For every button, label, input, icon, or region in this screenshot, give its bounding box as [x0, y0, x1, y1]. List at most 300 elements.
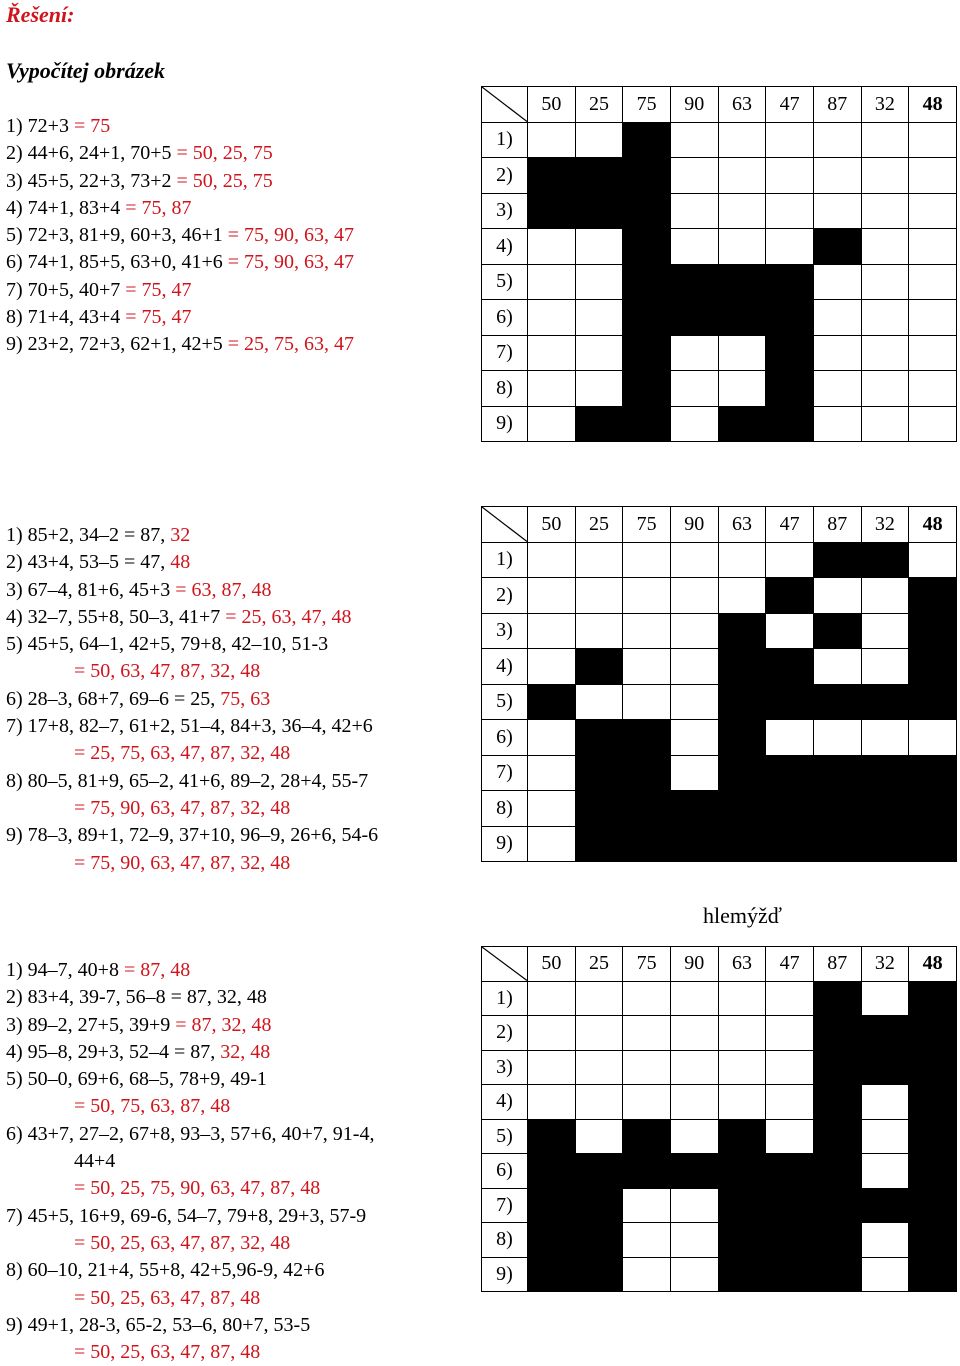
empty-cell — [528, 981, 576, 1016]
filled-cell — [575, 755, 623, 791]
grid-row — [482, 1016, 957, 1051]
filled-cell — [766, 335, 814, 371]
filled-cell — [528, 158, 576, 194]
equation-line — [6, 984, 374, 1011]
grid-row — [482, 158, 957, 194]
column-header: 25 — [575, 947, 623, 982]
empty-cell — [670, 684, 718, 720]
row-label: 6) — [482, 300, 528, 336]
grid-corner-cell — [482, 947, 528, 982]
grid-header-row — [482, 507, 957, 543]
empty-cell — [813, 122, 861, 158]
column-header: 50 — [528, 87, 576, 123]
empty-cell — [861, 1223, 909, 1258]
filled-cell — [813, 981, 861, 1016]
grid-2-answer-caption: hlemýžď — [703, 903, 782, 928]
empty-cell — [909, 335, 957, 371]
equation-line — [6, 1148, 374, 1175]
row-label: 1) — [482, 542, 528, 578]
grid-row — [482, 229, 957, 265]
filled-cell — [718, 1119, 766, 1154]
task-title: Vypočítej obrázek — [6, 58, 166, 83]
row-label: 6) — [482, 720, 528, 756]
row-label: 4) — [482, 229, 528, 265]
equation-text: 6) 43+7, 27–2, 67+8, 93–3, 57+6, 40+7, 91-4, — [6, 1122, 375, 1145]
filled-cell — [528, 684, 576, 720]
empty-cell — [718, 122, 766, 158]
empty-cell — [528, 371, 576, 407]
grid-row — [482, 613, 957, 649]
filled-cell — [718, 1223, 766, 1258]
equation-line — [6, 1285, 374, 1312]
column-header: 63 — [718, 87, 766, 123]
grid-row — [482, 720, 957, 756]
equation-text: 2) 43+4, 53–5 = 47, — [6, 551, 171, 574]
equation-text: 1) 85+2, 34–2 = 87, — [6, 524, 171, 546]
grid-row — [482, 300, 957, 336]
equation-result: = 75, 90, 63, 47, 87, 32, 48 — [74, 796, 291, 819]
empty-cell — [670, 613, 718, 649]
empty-cell — [670, 335, 718, 371]
equation-line — [6, 686, 378, 713]
empty-cell — [766, 542, 814, 578]
empty-cell — [575, 1016, 623, 1051]
grid-row — [482, 371, 957, 407]
empty-cell — [766, 158, 814, 194]
grid-row — [482, 335, 957, 371]
column-header: 75 — [623, 947, 671, 982]
filled-cell — [909, 755, 957, 791]
filled-cell — [813, 1223, 861, 1258]
filled-cell — [909, 1016, 957, 1051]
empty-cell — [670, 1188, 718, 1223]
empty-cell — [909, 229, 957, 265]
empty-cell — [909, 264, 957, 300]
empty-cell — [861, 649, 909, 685]
filled-cell — [575, 1154, 623, 1189]
equation-result: = 75, 90, 63, 47 — [227, 224, 355, 247]
filled-cell — [909, 791, 957, 827]
filled-cell — [909, 613, 957, 649]
equation-line — [6, 1012, 374, 1039]
filled-cell — [813, 1016, 861, 1051]
grid-corner-cell — [482, 507, 528, 543]
filled-cell — [909, 684, 957, 720]
filled-cell — [909, 1119, 957, 1154]
row-label: 3) — [482, 193, 528, 229]
equation-line — [6, 549, 378, 576]
empty-cell — [575, 300, 623, 336]
equation-result: = 50, 75, 63, 87, 48 — [74, 1095, 231, 1118]
empty-cell — [861, 578, 909, 614]
grid-row — [482, 649, 957, 685]
grid-row — [482, 1119, 957, 1154]
empty-cell — [575, 542, 623, 578]
equation-line — [6, 1175, 374, 1202]
filled-cell — [766, 578, 814, 614]
row-label: 5) — [482, 684, 528, 720]
filled-cell — [766, 264, 814, 300]
row-label: 5) — [482, 264, 528, 300]
filled-cell — [670, 264, 718, 300]
filled-cell — [718, 406, 766, 442]
empty-cell — [670, 1085, 718, 1120]
solution-heading: Řešení: — [6, 2, 75, 27]
empty-cell — [670, 1119, 718, 1154]
filled-cell — [623, 791, 671, 827]
equation-line — [6, 957, 374, 984]
filled-cell — [813, 1119, 861, 1154]
empty-cell — [861, 371, 909, 407]
grid-row — [482, 1257, 957, 1292]
row-label: 6) — [482, 1154, 528, 1189]
equation-text: 4) 32–7, 55+8, 50–3, 41+7 — [6, 605, 226, 628]
empty-cell — [766, 229, 814, 265]
filled-cell — [623, 158, 671, 194]
empty-cell — [813, 335, 861, 371]
equation-result: = 75 — [73, 115, 111, 137]
row-label: 7) — [482, 755, 528, 791]
equation-result: = 50, 63, 47, 87, 32, 48 — [74, 660, 261, 683]
filled-cell — [718, 720, 766, 756]
filled-cell — [718, 1257, 766, 1292]
filled-cell — [670, 1154, 718, 1189]
filled-cell — [718, 1154, 766, 1189]
filled-cell — [623, 300, 671, 336]
empty-cell — [861, 1154, 909, 1189]
empty-cell — [575, 1050, 623, 1085]
empty-cell — [670, 755, 718, 791]
empty-cell — [528, 720, 576, 756]
equation-line — [6, 795, 378, 822]
equation-line — [6, 1230, 374, 1257]
empty-cell — [575, 1085, 623, 1120]
column-header: 47 — [766, 947, 814, 982]
filled-cell — [766, 791, 814, 827]
filled-cell — [813, 826, 861, 862]
empty-cell — [909, 158, 957, 194]
filled-cell — [718, 826, 766, 862]
filled-cell — [861, 542, 909, 578]
empty-cell — [623, 578, 671, 614]
grid-row — [482, 1223, 957, 1258]
column-header: 75 — [623, 507, 671, 543]
grid-row — [482, 684, 957, 720]
filled-cell — [623, 335, 671, 371]
filled-cell — [813, 1050, 861, 1085]
equation-line — [6, 113, 354, 140]
empty-cell — [813, 720, 861, 756]
equation-text: 7) 45+5, 16+9, 69-6, 54–7, 79+8, 29+3, 57-9 — [6, 1204, 367, 1227]
row-label: 5) — [482, 1119, 528, 1154]
equation-list-2 — [6, 522, 378, 877]
filled-cell — [623, 1119, 671, 1154]
equation-line — [6, 822, 378, 849]
empty-cell — [528, 542, 576, 578]
filled-cell — [528, 1119, 576, 1154]
empty-cell — [861, 158, 909, 194]
equation-result: 32 — [170, 524, 191, 546]
filled-cell — [575, 158, 623, 194]
empty-cell — [766, 613, 814, 649]
empty-cell — [861, 1119, 909, 1154]
equation-text: 6) 74+1, 85+5, 63+0, 41+6 — [6, 251, 228, 274]
equation-line — [6, 249, 354, 276]
filled-cell — [909, 1223, 957, 1258]
empty-cell — [670, 981, 718, 1016]
filled-cell — [813, 1188, 861, 1223]
equation-list-1 — [6, 113, 354, 359]
empty-cell — [670, 1257, 718, 1292]
empty-cell — [575, 578, 623, 614]
equation-text: 7) 70+5, 40+7 — [6, 278, 126, 301]
filled-cell — [766, 684, 814, 720]
filled-cell — [909, 578, 957, 614]
equation-text: 3) 89–2, 27+5, 39+9 — [6, 1013, 176, 1036]
equation-text: 1) 94–7, 40+8 — [6, 959, 124, 981]
equation-line — [6, 1339, 374, 1366]
row-label: 3) — [482, 613, 528, 649]
filled-cell — [861, 1050, 909, 1085]
empty-cell — [766, 193, 814, 229]
column-header: 25 — [575, 87, 623, 123]
empty-cell — [909, 371, 957, 407]
equation-result: = 50, 25, 75 — [176, 142, 273, 165]
empty-cell — [718, 229, 766, 265]
equation-text: 1) 72+3 — [6, 115, 74, 137]
row-label: 9) — [482, 406, 528, 442]
column-header: 32 — [861, 947, 909, 982]
filled-cell — [718, 264, 766, 300]
empty-cell — [861, 229, 909, 265]
row-label: 7) — [482, 1188, 528, 1223]
empty-cell — [909, 720, 957, 756]
empty-cell — [813, 158, 861, 194]
filled-cell — [575, 406, 623, 442]
empty-cell — [528, 1085, 576, 1120]
equation-line — [6, 604, 378, 631]
equation-line — [6, 168, 354, 195]
equation-result: = 50, 25, 75, 90, 63, 47, 87, 48 — [74, 1177, 321, 1200]
empty-cell — [575, 335, 623, 371]
equation-text: 8) 60–10, 21+4, 55+8, 42+5,96-9, 42+6 — [6, 1259, 325, 1282]
column-header: 32 — [861, 87, 909, 123]
equation-result: = 25, 75, 63, 47 — [227, 333, 355, 356]
row-label: 8) — [482, 1223, 528, 1258]
row-label: 3) — [482, 1050, 528, 1085]
row-label: 9) — [482, 826, 528, 862]
filled-cell — [766, 755, 814, 791]
filled-cell — [670, 300, 718, 336]
equation-result: = 87, 32, 48 — [175, 1013, 272, 1036]
grid-row — [482, 1154, 957, 1189]
empty-cell — [670, 1050, 718, 1085]
empty-cell — [670, 720, 718, 756]
equation-line — [6, 140, 354, 167]
equation-line — [6, 1093, 374, 1120]
filled-cell — [909, 1085, 957, 1120]
filled-cell — [623, 755, 671, 791]
equation-text: 44+4 — [74, 1150, 116, 1173]
empty-cell — [909, 193, 957, 229]
empty-cell — [670, 371, 718, 407]
filled-cell — [575, 1257, 623, 1292]
column-header: 63 — [718, 507, 766, 543]
column-header: 63 — [718, 947, 766, 982]
grid-row — [482, 791, 957, 827]
equation-line — [6, 195, 354, 222]
filled-cell — [623, 1154, 671, 1189]
equation-text: 7) 17+8, 82–7, 61+2, 51–4, 84+3, 36–4, 42+6 — [6, 715, 373, 738]
equation-result: = 63, 87, 48 — [175, 578, 272, 601]
filled-cell — [718, 791, 766, 827]
filled-cell — [909, 1154, 957, 1189]
filled-cell — [528, 1257, 576, 1292]
grid-row — [482, 122, 957, 158]
filled-cell — [575, 193, 623, 229]
filled-cell — [909, 1257, 957, 1292]
empty-cell — [623, 649, 671, 685]
row-label: 8) — [482, 371, 528, 407]
equation-line — [6, 1257, 374, 1284]
filled-cell — [813, 1257, 861, 1292]
filled-cell — [813, 791, 861, 827]
equation-line — [6, 1039, 374, 1066]
filled-cell — [909, 826, 957, 862]
empty-cell — [528, 300, 576, 336]
filled-cell — [718, 755, 766, 791]
empty-cell — [575, 229, 623, 265]
filled-cell — [766, 1223, 814, 1258]
filled-cell — [718, 684, 766, 720]
empty-cell — [528, 264, 576, 300]
equation-line — [6, 713, 378, 740]
empty-cell — [528, 335, 576, 371]
filled-cell — [861, 791, 909, 827]
filled-cell — [575, 1188, 623, 1223]
empty-cell — [861, 1085, 909, 1120]
filled-cell — [861, 1188, 909, 1223]
empty-cell — [813, 300, 861, 336]
empty-cell — [861, 335, 909, 371]
filled-cell — [623, 122, 671, 158]
picture-grid-3 — [481, 946, 957, 1292]
empty-cell — [909, 542, 957, 578]
empty-cell — [766, 981, 814, 1016]
empty-cell — [623, 1257, 671, 1292]
filled-cell — [813, 1154, 861, 1189]
column-header: 90 — [670, 507, 718, 543]
equation-result: = 25, 75, 63, 47, 87, 32, 48 — [74, 742, 291, 765]
empty-cell — [909, 300, 957, 336]
equation-line — [6, 658, 378, 685]
empty-cell — [623, 1016, 671, 1051]
empty-cell — [670, 578, 718, 614]
filled-cell — [623, 826, 671, 862]
filled-cell — [623, 720, 671, 756]
empty-cell — [528, 122, 576, 158]
empty-cell — [718, 542, 766, 578]
equation-line — [6, 222, 354, 249]
filled-cell — [909, 1050, 957, 1085]
filled-cell — [861, 684, 909, 720]
column-header: 48 — [909, 947, 957, 982]
filled-cell — [861, 755, 909, 791]
column-header: 48 — [909, 507, 957, 543]
empty-cell — [670, 406, 718, 442]
grid-row — [482, 578, 957, 614]
empty-cell — [861, 300, 909, 336]
empty-cell — [813, 406, 861, 442]
equation-result: = 50, 25, 63, 47, 87, 48 — [74, 1341, 261, 1364]
filled-cell — [718, 649, 766, 685]
empty-cell — [718, 193, 766, 229]
empty-cell — [670, 193, 718, 229]
empty-cell — [766, 1050, 814, 1085]
filled-cell — [528, 193, 576, 229]
row-label: 2) — [482, 1016, 528, 1051]
filled-cell — [766, 1257, 814, 1292]
filled-cell — [670, 826, 718, 862]
equation-line — [6, 768, 378, 795]
column-header: 48 — [909, 87, 957, 123]
column-header: 25 — [575, 507, 623, 543]
filled-cell — [909, 981, 957, 1016]
grid-row — [482, 406, 957, 442]
empty-cell — [528, 1050, 576, 1085]
empty-cell — [623, 684, 671, 720]
equation-result: = 75, 90, 63, 47 — [227, 251, 355, 274]
empty-cell — [528, 649, 576, 685]
empty-cell — [528, 791, 576, 827]
equation-text: 6) 28–3, 68+7, 69–6 = 25, — [6, 687, 221, 710]
filled-cell — [623, 406, 671, 442]
equation-text: 4) 74+1, 83+4 — [6, 196, 126, 219]
empty-cell — [766, 1119, 814, 1154]
filled-cell — [718, 1188, 766, 1223]
row-label: 1) — [482, 122, 528, 158]
empty-cell — [623, 1223, 671, 1258]
empty-cell — [528, 1016, 576, 1051]
equation-line — [6, 577, 378, 604]
equation-text: 3) 67–4, 81+6, 45+3 — [6, 578, 176, 601]
equation-line — [6, 1312, 374, 1339]
column-header: 87 — [813, 87, 861, 123]
filled-cell — [813, 755, 861, 791]
equation-text: 4) 95–8, 29+3, 52–4 = 87, — [6, 1040, 221, 1063]
empty-cell — [813, 649, 861, 685]
empty-cell — [718, 371, 766, 407]
filled-cell — [766, 1188, 814, 1223]
filled-cell — [813, 613, 861, 649]
empty-cell — [861, 720, 909, 756]
grid-row — [482, 755, 957, 791]
filled-cell — [623, 371, 671, 407]
row-label: 1) — [482, 981, 528, 1016]
grid-header-row — [482, 947, 957, 982]
empty-cell — [575, 264, 623, 300]
empty-cell — [528, 826, 576, 862]
empty-cell — [909, 122, 957, 158]
filled-cell — [575, 791, 623, 827]
equation-line — [6, 277, 354, 304]
column-header: 47 — [766, 87, 814, 123]
empty-cell — [670, 122, 718, 158]
filled-cell — [813, 684, 861, 720]
row-label: 4) — [482, 649, 528, 685]
row-label: 2) — [482, 158, 528, 194]
equation-text: 8) 71+4, 43+4 — [6, 306, 126, 329]
